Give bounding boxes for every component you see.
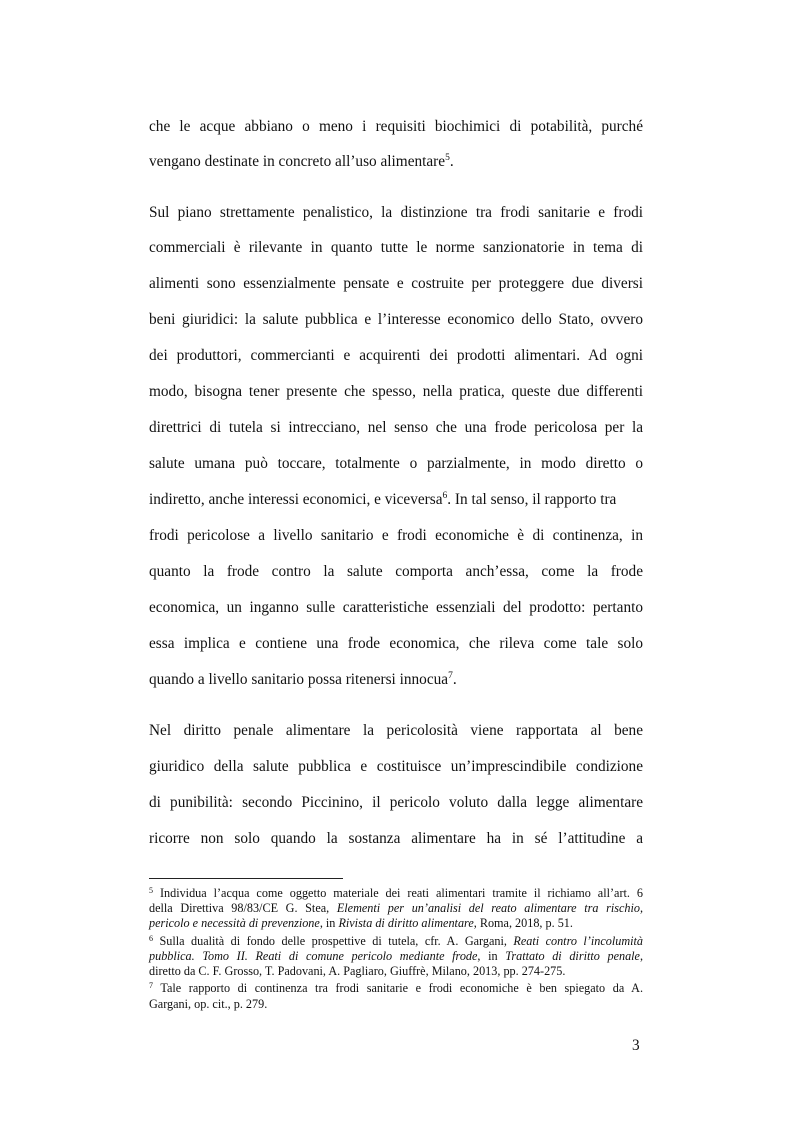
body-line: economica, un inganno sulle caratteristiche essenziali del prodotto: pertanto [149, 599, 643, 616]
body-line: giuridico della salute pubblica e costituisce un’imprescindibile condizione [149, 758, 643, 775]
page-number: 3 [632, 1037, 640, 1054]
footnote-line: pericolo e necessità di prevenzione, in Rivista di diritto alimentare, Roma, 2018, p. 51. [149, 916, 573, 930]
body-line: quanto la frode contro la salute comporta anch’essa, come la frode [149, 563, 643, 580]
body-line: di punibilità: secondo Piccinino, il pericolo voluto dalla legge alimentare [149, 794, 643, 811]
body-line: alimenti sono essenzialmente pensate e costruite per proteggere due diversi [149, 275, 643, 292]
footnote: $^5$ Individua l’acqua come oggetto materiale dei reati alimentari tramite il richiamo all’art. 6 [149, 886, 643, 900]
footnote-line: pubblica. Tomo II. Reati di comune pericolo mediante frode, in Trattato di diritto penale, [149, 949, 644, 963]
body-line: essa implica e contiene una frode economica, che rileva come tale solo [149, 635, 643, 652]
body-line: beni giuridici: la salute pubblica e l’interesse economico dello Stato, ovvero [149, 311, 643, 328]
footnote: $^6$ Sulla dualità di fondo delle prospettive di tutela, cfr. A. Gargani, Reati contro l’incolumità [149, 934, 643, 948]
footnote: $^7$ Tale rapporto di continenza tra frodi sanitarie e frodi economiche è ben spiegato da A. [149, 981, 643, 995]
footnote-ref[interactable]: 5 [445, 153, 450, 163]
footnote-ref[interactable]: 7 [448, 671, 453, 681]
body-line: salute umana può toccare, totalmente o parzialmente, in modo diretto o [149, 455, 643, 472]
body-line: indiretto, anche interessi economici, e viceversa$^6$. In tal senso, il rapporto tra [149, 491, 617, 508]
body-line: dei produttori, commercianti e acquirenti dei prodotti alimentari. Ad ogni [149, 347, 643, 364]
body-line: direttrici di tutela si intrecciano, nel senso che una frode pericolosa per la [149, 419, 643, 436]
body-line: quando a livello sanitario possa ritenersi innocua$^7$. [149, 671, 457, 688]
body-line: frodi pericolose a livello sanitario e frodi economiche è di continenza, in [149, 527, 643, 544]
body-line: commerciali è rilevante in quanto tutte le norme sanzionatorie in tema di [149, 239, 643, 256]
body-line: Nel diritto penale alimentare la pericolosità viene rapportata al bene [149, 722, 643, 739]
footnote-line: Gargani, op. cit., p. 279. [149, 997, 268, 1011]
footnote-line: diretto da C. F. Grosso, T. Padovani, A. Pagliaro, Giuffrè, Milano, 2013, pp. 274-275. [149, 964, 566, 978]
body-line: modo, bisogna tener presente che spesso, nella pratica, queste due differenti [149, 383, 643, 400]
body-line: vengano destinate in concreto all’uso alimentare$^5$. [149, 153, 454, 170]
body-line: ricorre non solo quando la sostanza alimentare ha in sé l’attitudine a [149, 830, 643, 847]
body-line: che le acque abbiano o meno i requisiti biochimici di potabilità, purché [149, 118, 643, 135]
footnote-separator [149, 878, 343, 879]
footnote-ref[interactable]: 6 [442, 491, 448, 501]
body-line: Sul piano strettamente penalistico, la distinzione tra frodi sanitarie e frodi [149, 204, 643, 221]
footnote-line: della Direttiva 98/83/CE G. Stea, Elementi per un’analisi del reato alimentare tra rischio, [149, 901, 643, 915]
